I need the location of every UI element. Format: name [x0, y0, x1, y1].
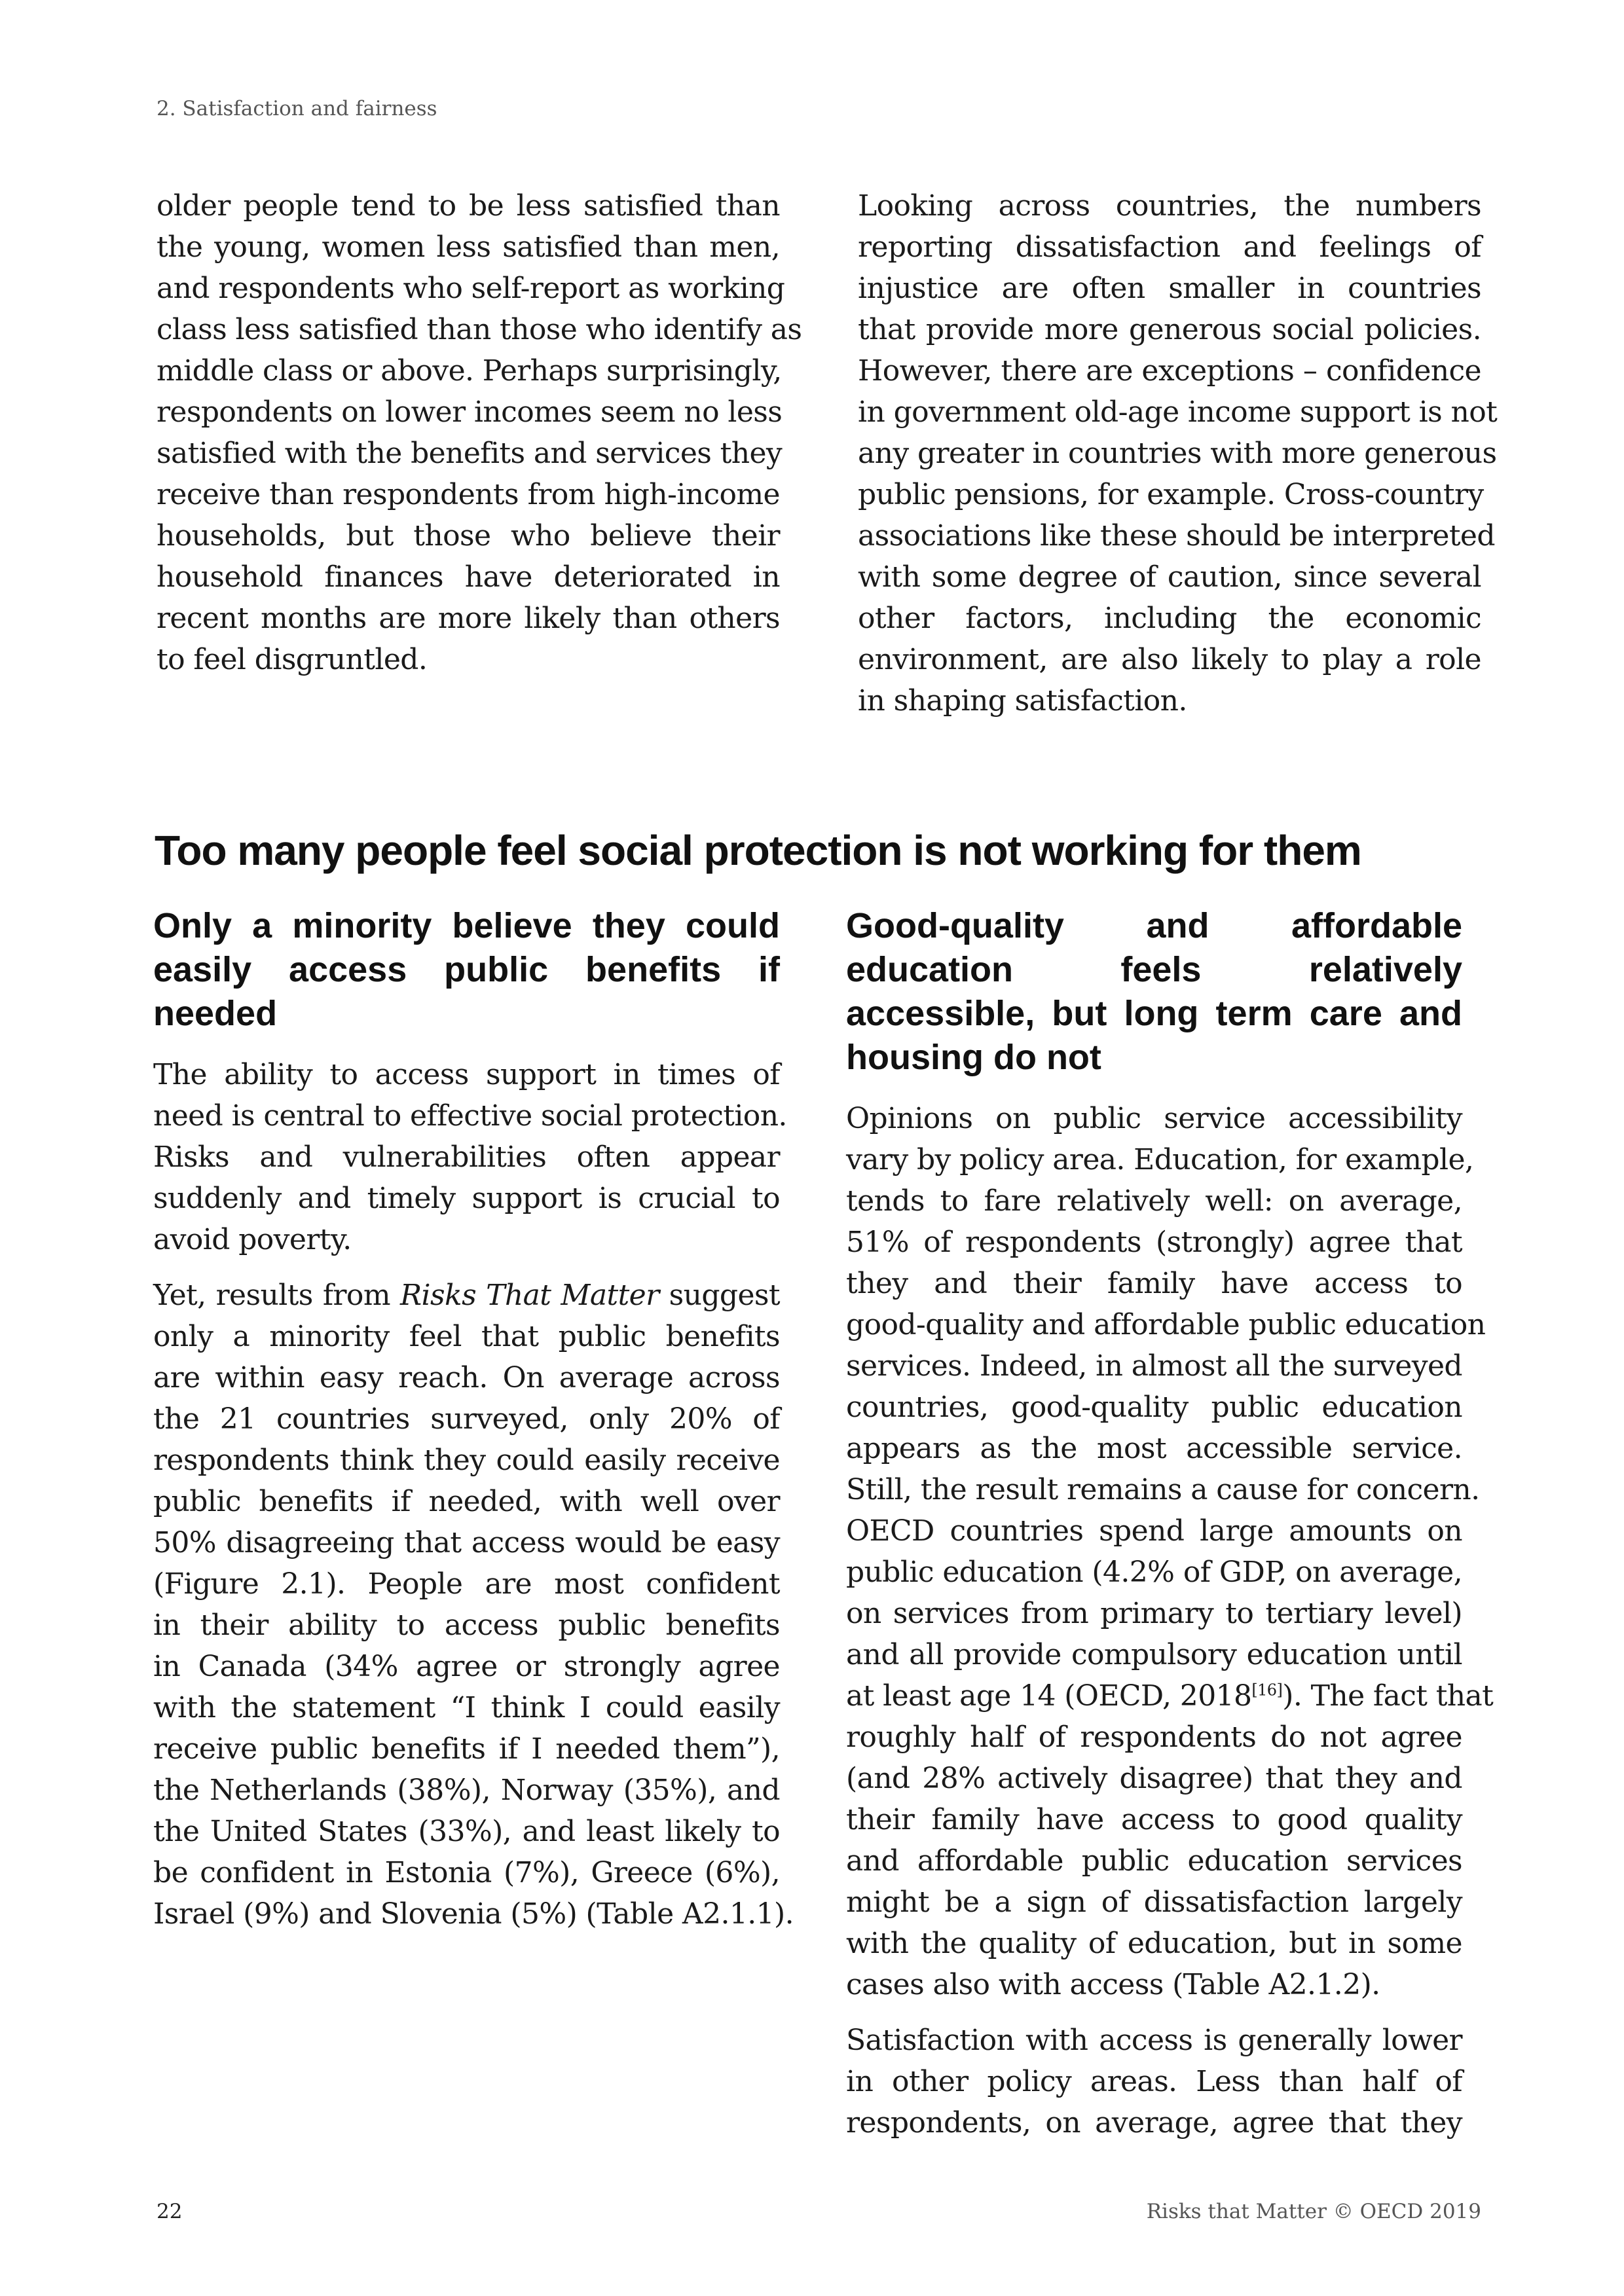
left-subheading	[153, 904, 780, 1036]
text-line: associations like these should be interpreted	[858, 519, 1495, 553]
text-line: services. Indeed, in almost all the surveyed	[846, 1349, 1462, 1383]
text-line: the 21 countries surveyed, only 20% of	[153, 1402, 780, 1436]
text-line: respondents, on average, agree that they	[846, 2106, 1462, 2140]
text-line: and affordable public education services	[846, 1844, 1462, 1878]
text-line: reporting dissatisfaction and feelings of	[858, 230, 1481, 264]
text-line: receive than respondents from high-income	[157, 478, 780, 511]
right-paragraph-1	[846, 1098, 1494, 2005]
text-line: be confident in Estonia (7%), Greece (6%),	[153, 1856, 780, 1889]
text-line: public benefits if needed, with well over	[153, 1485, 780, 1518]
text-line: 50% disagreeing that access would be easy	[153, 1526, 780, 1559]
section-heading: Too many people feel social protection is not working for them	[155, 827, 1361, 874]
text-line: public pensions, for example. Cross-country	[858, 478, 1484, 511]
text-line: 51% of respondents (strongly) agree that	[846, 1226, 1462, 1259]
text-line: roughly half of respondents do not agree	[846, 1721, 1462, 1754]
text-line: on services from primary to tertiary level)	[846, 1597, 1462, 1630]
subheading-line: Good-quality and affordable	[846, 906, 1462, 945]
text-line: The ability to access support in times of	[153, 1058, 780, 1091]
subheading-line: housing do not	[846, 1038, 1101, 1077]
text-line: Opinions on public service accessibility	[846, 1102, 1462, 1135]
text-line: good-quality and affordable public education	[846, 1308, 1486, 1341]
running-header: 2. Satisfaction and fairness	[157, 97, 437, 120]
text-line: Looking across countries, the numbers	[858, 189, 1481, 223]
text-line: any greater in countries with more generous	[858, 437, 1497, 470]
text-line: Yet, results from Risks That Matter suggest	[153, 1279, 780, 1312]
text-line: the United States (33%), and least likely to	[153, 1815, 780, 1848]
text-line: injustice are often smaller in countries	[858, 272, 1481, 305]
text-line: and all provide compulsory education until	[846, 1638, 1462, 1671]
text-line: (and 28% actively disagree) that they and	[846, 1762, 1462, 1795]
text-line: receive public benefits if I needed them”),	[153, 1732, 780, 1766]
text-line: cases also with access (Table A2.1.2).	[846, 1968, 1380, 2001]
text-line: they and their family have access to	[846, 1267, 1462, 1300]
subheading-line: Only a minority believe they could	[153, 906, 780, 945]
text-line: middle class or above. Perhaps surprisingly,	[157, 354, 782, 388]
right-column	[846, 904, 1494, 2158]
right-paragraph-2	[846, 2020, 1462, 2143]
text-line: Risks and vulnerabilities often appear	[153, 1140, 780, 1174]
text-line: environment, are also likely to play a role	[858, 643, 1481, 676]
text-line: respondents on lower incomes seem no less	[157, 395, 783, 429]
left-column	[153, 904, 794, 1949]
text-line: appears as the most accessible service.	[846, 1432, 1462, 1465]
text-line: the young, women less satisfied than men,	[157, 230, 780, 264]
subheading-line: education feels relatively	[846, 950, 1462, 989]
text-line: OECD countries spend large amounts on	[846, 1514, 1462, 1548]
text-line: older people tend to be less satisfied than	[157, 189, 780, 223]
text-line: only a minority feel that public benefits	[153, 1320, 780, 1353]
text-line: with the statement “I think I could easily	[153, 1691, 780, 1724]
text-line: with some degree of caution, since several	[858, 560, 1481, 594]
subheading-line: accessible, but long term care and	[846, 994, 1462, 1033]
text-line: class less satisfied than those who identify as	[157, 313, 802, 346]
text-line: Still, the result remains a cause for concern.	[846, 1473, 1480, 1506]
text-line: suddenly and timely support is crucial to	[153, 1182, 780, 1215]
text-line: their family have access to good quality	[846, 1803, 1462, 1836]
text-line: tends to fare relatively well: on average,	[846, 1184, 1462, 1218]
text-line: with the quality of education, but in some	[846, 1927, 1462, 1960]
top-left-paragraph	[157, 185, 802, 680]
text-line: the Netherlands (38%), Norway (35%), and	[153, 1774, 780, 1807]
text-line: need is central to effective social protection.	[153, 1099, 787, 1133]
text-line: avoid poverty.	[153, 1223, 352, 1256]
text-line: and respondents who self-report as working	[157, 272, 785, 305]
text-line: household finances have deteriorated in	[157, 560, 780, 594]
text-line: respondents think they could easily receive	[153, 1444, 780, 1477]
text-line: in government old-age income support is not	[858, 395, 1498, 429]
left-paragraph-2	[153, 1275, 794, 1935]
text-line: households, but those who believe their	[157, 519, 780, 553]
subheading-line: easily access public benefits if	[153, 950, 780, 989]
text-line: at least age 14 (OECD, 2018[16]). The fact that	[846, 1679, 1494, 1713]
text-line: in other policy areas. Less than half of	[846, 2065, 1462, 2098]
text-line: satisfied with the benefits and services they	[157, 437, 783, 470]
subheading-line: needed	[153, 994, 278, 1033]
text-line: countries, good-quality public education	[846, 1391, 1462, 1424]
text-line: that provide more generous social policies.	[858, 313, 1481, 346]
top-right-paragraph	[858, 185, 1498, 721]
text-line: other factors, including the economic	[858, 602, 1481, 635]
text-line: public education (4.2% of GDP, on average,	[846, 1556, 1462, 1589]
text-line: might be a sign of dissatisfaction largely	[846, 1886, 1462, 1919]
text-line: However, there are exceptions – confidence	[858, 354, 1481, 388]
text-line: (Figure 2.1). People are most confident	[153, 1567, 780, 1601]
text-line: recent months are more likely than others	[157, 602, 780, 635]
text-line: Satisfaction with access is generally lower	[846, 2024, 1462, 2057]
text-line: in shaping satisfaction.	[858, 684, 1187, 718]
right-subheading	[846, 904, 1462, 1080]
text-line: are within easy reach. On average across	[153, 1361, 780, 1394]
text-line: in their ability to access public benefits	[153, 1609, 780, 1642]
left-paragraph-1	[153, 1054, 787, 1260]
text-line: vary by policy area. Education, for example,	[846, 1143, 1474, 1176]
footer-copyright: Risks that Matter © OECD 2019	[1146, 2200, 1481, 2223]
page-number: 22	[157, 2200, 183, 2223]
text-line: to feel disgruntled.	[157, 643, 428, 676]
text-line: in Canada (34% agree or strongly agree	[153, 1650, 780, 1683]
text-line: Israel (9%) and Slovenia (5%) (Table A2.1.1).	[153, 1897, 794, 1931]
